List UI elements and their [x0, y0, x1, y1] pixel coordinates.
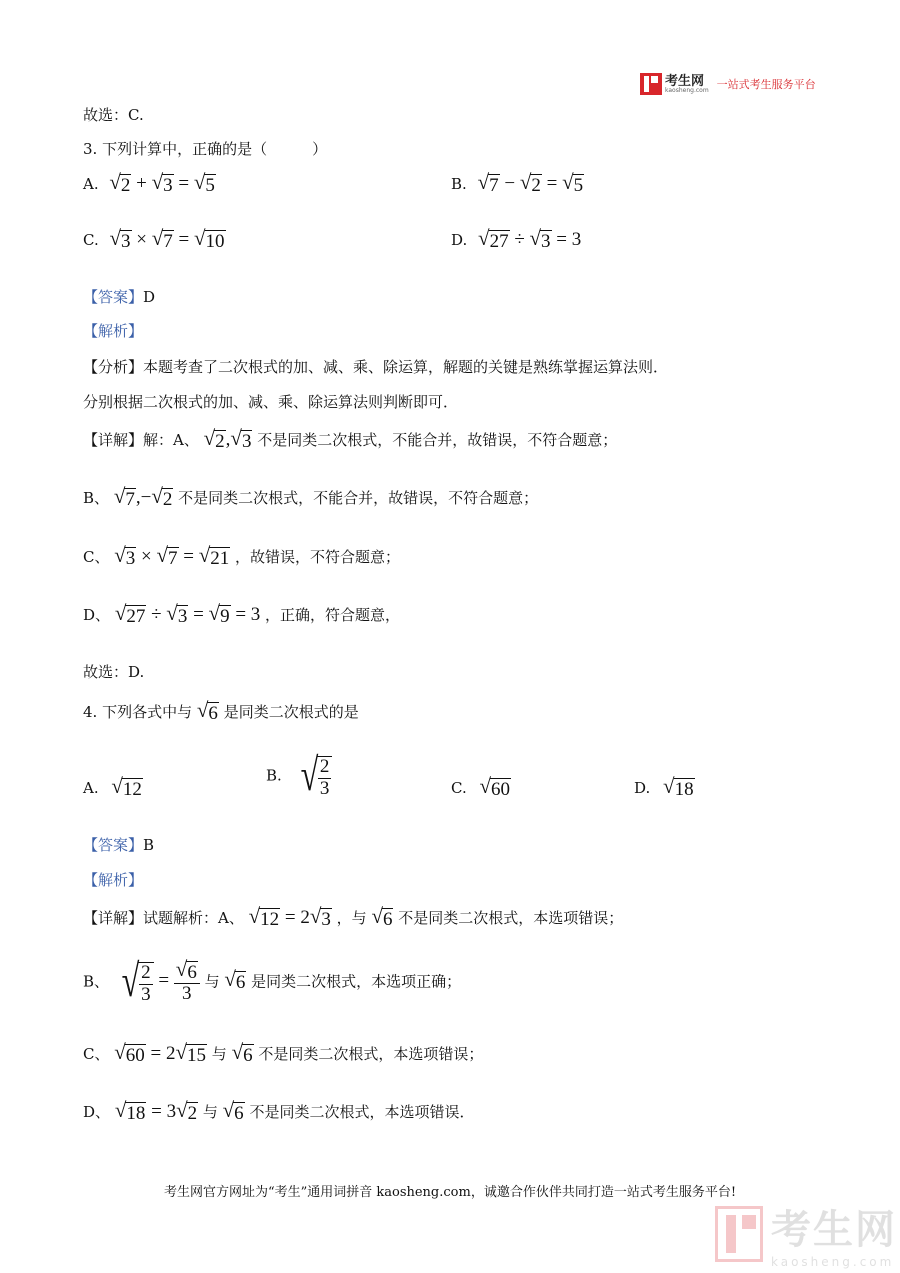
q4-analysis-tag: 【解析】 [83, 871, 144, 889]
q3-detail-a: 【详解】解：A、 √ 2 , √ 3 不是同类二次根式，不能合并，故错误，不符合题意； [83, 426, 618, 452]
logo-name: 考生网 [665, 73, 705, 89]
q3-analysis-tag: 【解析】 [83, 322, 144, 340]
kaosheng-watermark-icon [715, 1206, 763, 1262]
q3-answer: 【答案】D [83, 288, 156, 306]
q3-conclusion: 故选：D. [83, 663, 145, 681]
watermark-text: 考生网 [771, 1207, 897, 1253]
watermark-domain: kaosheng.com [771, 1255, 895, 1269]
q4-stem: 4. 下列各式中与 √ 6 是同类二次根式的是 [83, 698, 359, 724]
q4-answer: 【答案】B [83, 836, 155, 854]
q4-option-b: B. √ $\frac{2}{3}$ [266, 752, 332, 800]
q3-stem: 3. 下列计算中，正确的是（ ） [83, 140, 328, 158]
q3-method: 分别根据二次根式的加、减、乘、除运算法则判断即可． [83, 393, 459, 411]
q3-detail-d: D、 √ 27 ÷ √ 3 = √ 9 = 3 ，正确，符合题意， [83, 601, 401, 627]
q3-option-c: C. √ 3 × √ 7 = √ 10 [83, 226, 225, 252]
header-slogan: 一站式考生服务平台 [716, 78, 816, 91]
prev-conclusion: 故选：C. [83, 106, 144, 124]
q4-detail-d: D、 √ 18 = 3 √ 2 与 √ 6 不是同类二次根式，本选项错误． [83, 1098, 475, 1124]
q3-fenxi: 【分析】本题考查了二次根式的加、减、乘、除运算，解题的关键是熟练掌握运算法则． [83, 358, 669, 376]
kaosheng-logo-icon [640, 73, 662, 95]
logo-domain: kaosheng.com [665, 86, 709, 94]
q4-option-a: A. √ 12 [83, 774, 142, 800]
q3-option-a: A. √ 2 + √ 3 = √ 5 [83, 170, 215, 196]
header-logo [640, 73, 816, 95]
q4-option-c: C. √ 60 [451, 774, 511, 800]
footer-text: 考生网官方网址为“考生”通用词拼音 kaosheng.com，诚邀合作伙伴共同打造一站式考生服务平台! [163, 1185, 737, 1200]
q3-detail-c: C、 √ 3 × √ 7 = √ 21 ，故错误，不符合题意； [83, 543, 401, 569]
q4-detail-c: C、 √ 60 = 2 √ 15 与 √ 6 不是同类二次根式，本选项错误； [83, 1040, 484, 1066]
q3-detail-b: B、 √ 7 ,− √ 2 不是同类二次根式，不能合并，故错误，不符合题意； [83, 484, 539, 510]
q3-option-d: D. √ 27 ÷ √ 3 = 3 [451, 226, 582, 252]
watermark [715, 1198, 897, 1269]
q4-detail-a: 【详解】试题解析：A、 √ 12 = 2 √ 3 ，与 √ 6 不是同类二次根式，本选项错误； [83, 904, 624, 930]
q4-detail-b: B、 √ $\frac{2}{3}$ = √ 6 3 与 √ 6 是同类二次根式，本选项正确； [83, 955, 462, 1006]
q4-option-d: D. √ 18 [634, 774, 694, 800]
q3-option-b: B. √ 7 − √ 2 = √ 5 [451, 170, 584, 196]
